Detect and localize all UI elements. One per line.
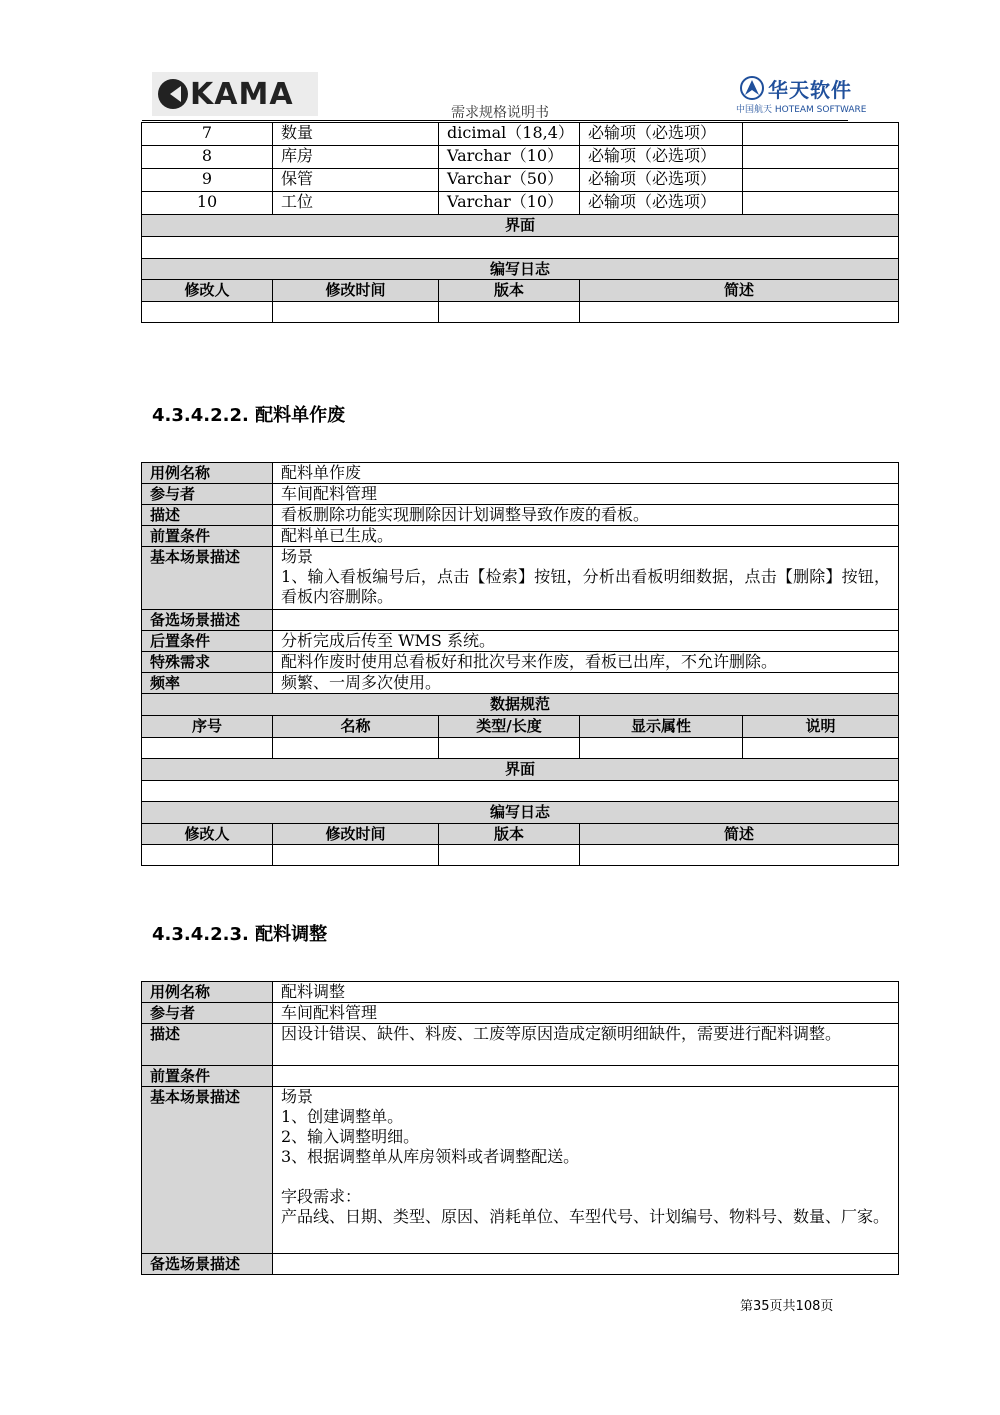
field-attribute: 必输项（必选项） bbox=[580, 169, 743, 192]
row-label: 备选场景描述 bbox=[142, 1254, 273, 1275]
data-cell bbox=[580, 738, 743, 759]
row-value: 配料单作废 bbox=[273, 463, 899, 484]
data-cell bbox=[273, 738, 439, 759]
row-label: 前置条件 bbox=[142, 526, 273, 547]
hoteam-logo-icon bbox=[740, 76, 764, 100]
table-row bbox=[142, 237, 899, 259]
scenario-step: 1、输入看板编号后，点击【检索】按钮，分析出看板明细数据，点击【删除】按钮，看板内容删除。 bbox=[281, 567, 891, 606]
log-header-time: 修改时间 bbox=[273, 280, 439, 302]
table-row bbox=[142, 484, 899, 505]
scenario-title: 场景 bbox=[281, 1087, 314, 1106]
table-row bbox=[142, 1024, 899, 1066]
data-header-description: 说明 bbox=[743, 716, 899, 738]
scenario-step: 3、根据调整单从库房领料或者调整配送。 bbox=[281, 1147, 580, 1166]
data-header-number: 序号 bbox=[142, 716, 273, 738]
row-label: 描述 bbox=[142, 1024, 273, 1066]
interface-label: 界面 bbox=[142, 759, 899, 781]
field-requirement-label: 字段需求： bbox=[281, 1187, 362, 1206]
row-value bbox=[273, 547, 899, 610]
row-value: 配料单已生成。 bbox=[273, 526, 899, 547]
table-row bbox=[142, 1254, 899, 1275]
field-requirement-value: 产品线、日期、类型、原因、消耗单位、车型代号、计划编号、物料号、数量、厂家。 bbox=[281, 1207, 890, 1226]
log-cell bbox=[580, 845, 899, 866]
log-label: 编写日志 bbox=[142, 802, 899, 824]
section-header-row bbox=[142, 215, 899, 237]
log-label: 编写日志 bbox=[142, 259, 899, 280]
interface-cell bbox=[142, 237, 899, 259]
row-label: 用例名称 bbox=[142, 982, 273, 1003]
kama-logo-text: KAMA bbox=[190, 76, 294, 112]
row-label: 参与者 bbox=[142, 484, 273, 505]
field-name: 保管 bbox=[273, 169, 439, 192]
scenario-title: 场景 bbox=[281, 547, 314, 566]
log-cell bbox=[439, 845, 580, 866]
field-attribute: 必输项（必选项） bbox=[580, 146, 743, 169]
field-description bbox=[743, 123, 899, 146]
log-cell bbox=[439, 302, 580, 323]
row-value: 车间配料管理 bbox=[273, 484, 899, 505]
log-cell bbox=[580, 302, 899, 323]
hoteam-logo-text: 华天软件 bbox=[768, 78, 852, 102]
table-row bbox=[142, 302, 899, 323]
table-row bbox=[142, 1066, 899, 1087]
table-row bbox=[142, 1003, 899, 1024]
table-row bbox=[142, 631, 899, 652]
field-attribute: 必输项（必选项） bbox=[580, 192, 743, 215]
page-number: 第35页共108页 bbox=[740, 1299, 834, 1314]
row-value bbox=[273, 1254, 899, 1275]
row-value bbox=[273, 1087, 899, 1254]
table-row bbox=[142, 169, 899, 192]
table-row bbox=[142, 673, 899, 694]
section-heading: 4.3.4.2.3. 配料调整 bbox=[152, 924, 328, 945]
data-cell bbox=[142, 738, 273, 759]
field-type: Varchar（10） bbox=[439, 146, 580, 169]
data-header-type: 类型/长度 bbox=[439, 716, 580, 738]
table-row bbox=[142, 547, 899, 610]
table-row bbox=[142, 123, 899, 146]
row-value: 车间配料管理 bbox=[273, 1003, 899, 1024]
log-cell bbox=[273, 845, 439, 866]
table-row bbox=[142, 505, 899, 526]
interface-label: 界面 bbox=[142, 215, 899, 237]
row-label: 频率 bbox=[142, 673, 273, 694]
log-header-summary: 简述 bbox=[580, 824, 899, 845]
table-row bbox=[142, 192, 899, 215]
data-cell bbox=[743, 738, 899, 759]
field-type: Varchar（10） bbox=[439, 192, 580, 215]
row-value: 配料作废时使用总看板好和批次号来作废，看板已出库，不允许删除。 bbox=[273, 652, 899, 673]
field-description bbox=[743, 146, 899, 169]
field-type: Varchar（50） bbox=[439, 169, 580, 192]
row-label: 特殊需求 bbox=[142, 652, 273, 673]
table-row bbox=[142, 738, 899, 759]
scenario-step: 2、输入调整明细。 bbox=[281, 1127, 420, 1146]
row-number: 10 bbox=[142, 192, 273, 215]
log-header-version: 版本 bbox=[439, 280, 580, 302]
row-number: 8 bbox=[142, 146, 273, 169]
row-value bbox=[273, 1066, 899, 1087]
data-header-attribute: 显示属性 bbox=[580, 716, 743, 738]
section-header-row bbox=[142, 759, 899, 781]
data-cell bbox=[439, 738, 580, 759]
log-cell bbox=[142, 845, 273, 866]
table-row bbox=[142, 610, 899, 631]
row-number: 9 bbox=[142, 169, 273, 192]
table-row bbox=[142, 146, 899, 169]
section-heading: 4.3.4.2.2. 配料单作废 bbox=[152, 405, 346, 426]
log-header-editor: 修改人 bbox=[142, 824, 273, 845]
row-value: 因设计错误、缺件、料废、工废等原因造成定额明细缺件，需要进行配料调整。 bbox=[273, 1024, 899, 1066]
log-cell bbox=[142, 302, 273, 323]
field-name: 数量 bbox=[273, 123, 439, 146]
section-header-row bbox=[142, 802, 899, 824]
use-case-table bbox=[141, 462, 899, 866]
row-number: 7 bbox=[142, 123, 273, 146]
data-header-row bbox=[142, 716, 899, 738]
log-cell bbox=[273, 302, 439, 323]
table-row bbox=[142, 652, 899, 673]
row-value: 分析完成后传至 WMS 系统。 bbox=[273, 631, 899, 652]
scenario-step: 1、创建调整单。 bbox=[281, 1107, 404, 1126]
log-header-version: 版本 bbox=[439, 824, 580, 845]
interface-cell bbox=[142, 781, 899, 802]
row-label: 前置条件 bbox=[142, 1066, 273, 1087]
row-label: 参与者 bbox=[142, 1003, 273, 1024]
row-value: 看板删除功能实现删除因计划调整导致作废的看板。 bbox=[273, 505, 899, 526]
row-value: 频繁、一周多次使用。 bbox=[273, 673, 899, 694]
row-label: 用例名称 bbox=[142, 463, 273, 484]
row-value: 配料调整 bbox=[273, 982, 899, 1003]
hoteam-logo-subtext: 中国航天 HOTEAM SOFTWARE bbox=[736, 105, 867, 115]
row-label: 基本场景描述 bbox=[142, 547, 273, 610]
log-header-row bbox=[142, 824, 899, 845]
table-row bbox=[142, 781, 899, 802]
row-label: 备选场景描述 bbox=[142, 610, 273, 631]
row-value bbox=[273, 610, 899, 631]
section-header-row bbox=[142, 694, 899, 716]
data-header-name: 名称 bbox=[273, 716, 439, 738]
document-title: 需求规格说明书 bbox=[451, 105, 549, 121]
field-description bbox=[743, 192, 899, 215]
use-case-table bbox=[141, 981, 899, 1275]
table-row bbox=[142, 1087, 899, 1254]
table-row bbox=[142, 526, 899, 547]
field-name: 工位 bbox=[273, 192, 439, 215]
log-header-time: 修改时间 bbox=[273, 824, 439, 845]
field-name: 库房 bbox=[273, 146, 439, 169]
header-divider bbox=[142, 120, 848, 121]
table-row bbox=[142, 845, 899, 866]
table-row bbox=[142, 463, 899, 484]
field-description bbox=[743, 169, 899, 192]
row-label: 后置条件 bbox=[142, 631, 273, 652]
row-label: 基本场景描述 bbox=[142, 1087, 273, 1254]
field-type: dicimal（18,4） bbox=[439, 123, 580, 146]
table-row bbox=[142, 982, 899, 1003]
field-attribute: 必输项（必选项） bbox=[580, 123, 743, 146]
log-header-editor: 修改人 bbox=[142, 280, 273, 302]
data-spec-label: 数据规范 bbox=[142, 694, 899, 716]
log-header-summary: 简述 bbox=[580, 280, 899, 302]
row-label: 描述 bbox=[142, 505, 273, 526]
data-spec-table-continued bbox=[141, 122, 899, 323]
section-header-row bbox=[142, 259, 899, 280]
log-header-row bbox=[142, 280, 899, 302]
spacer bbox=[281, 1167, 890, 1187]
